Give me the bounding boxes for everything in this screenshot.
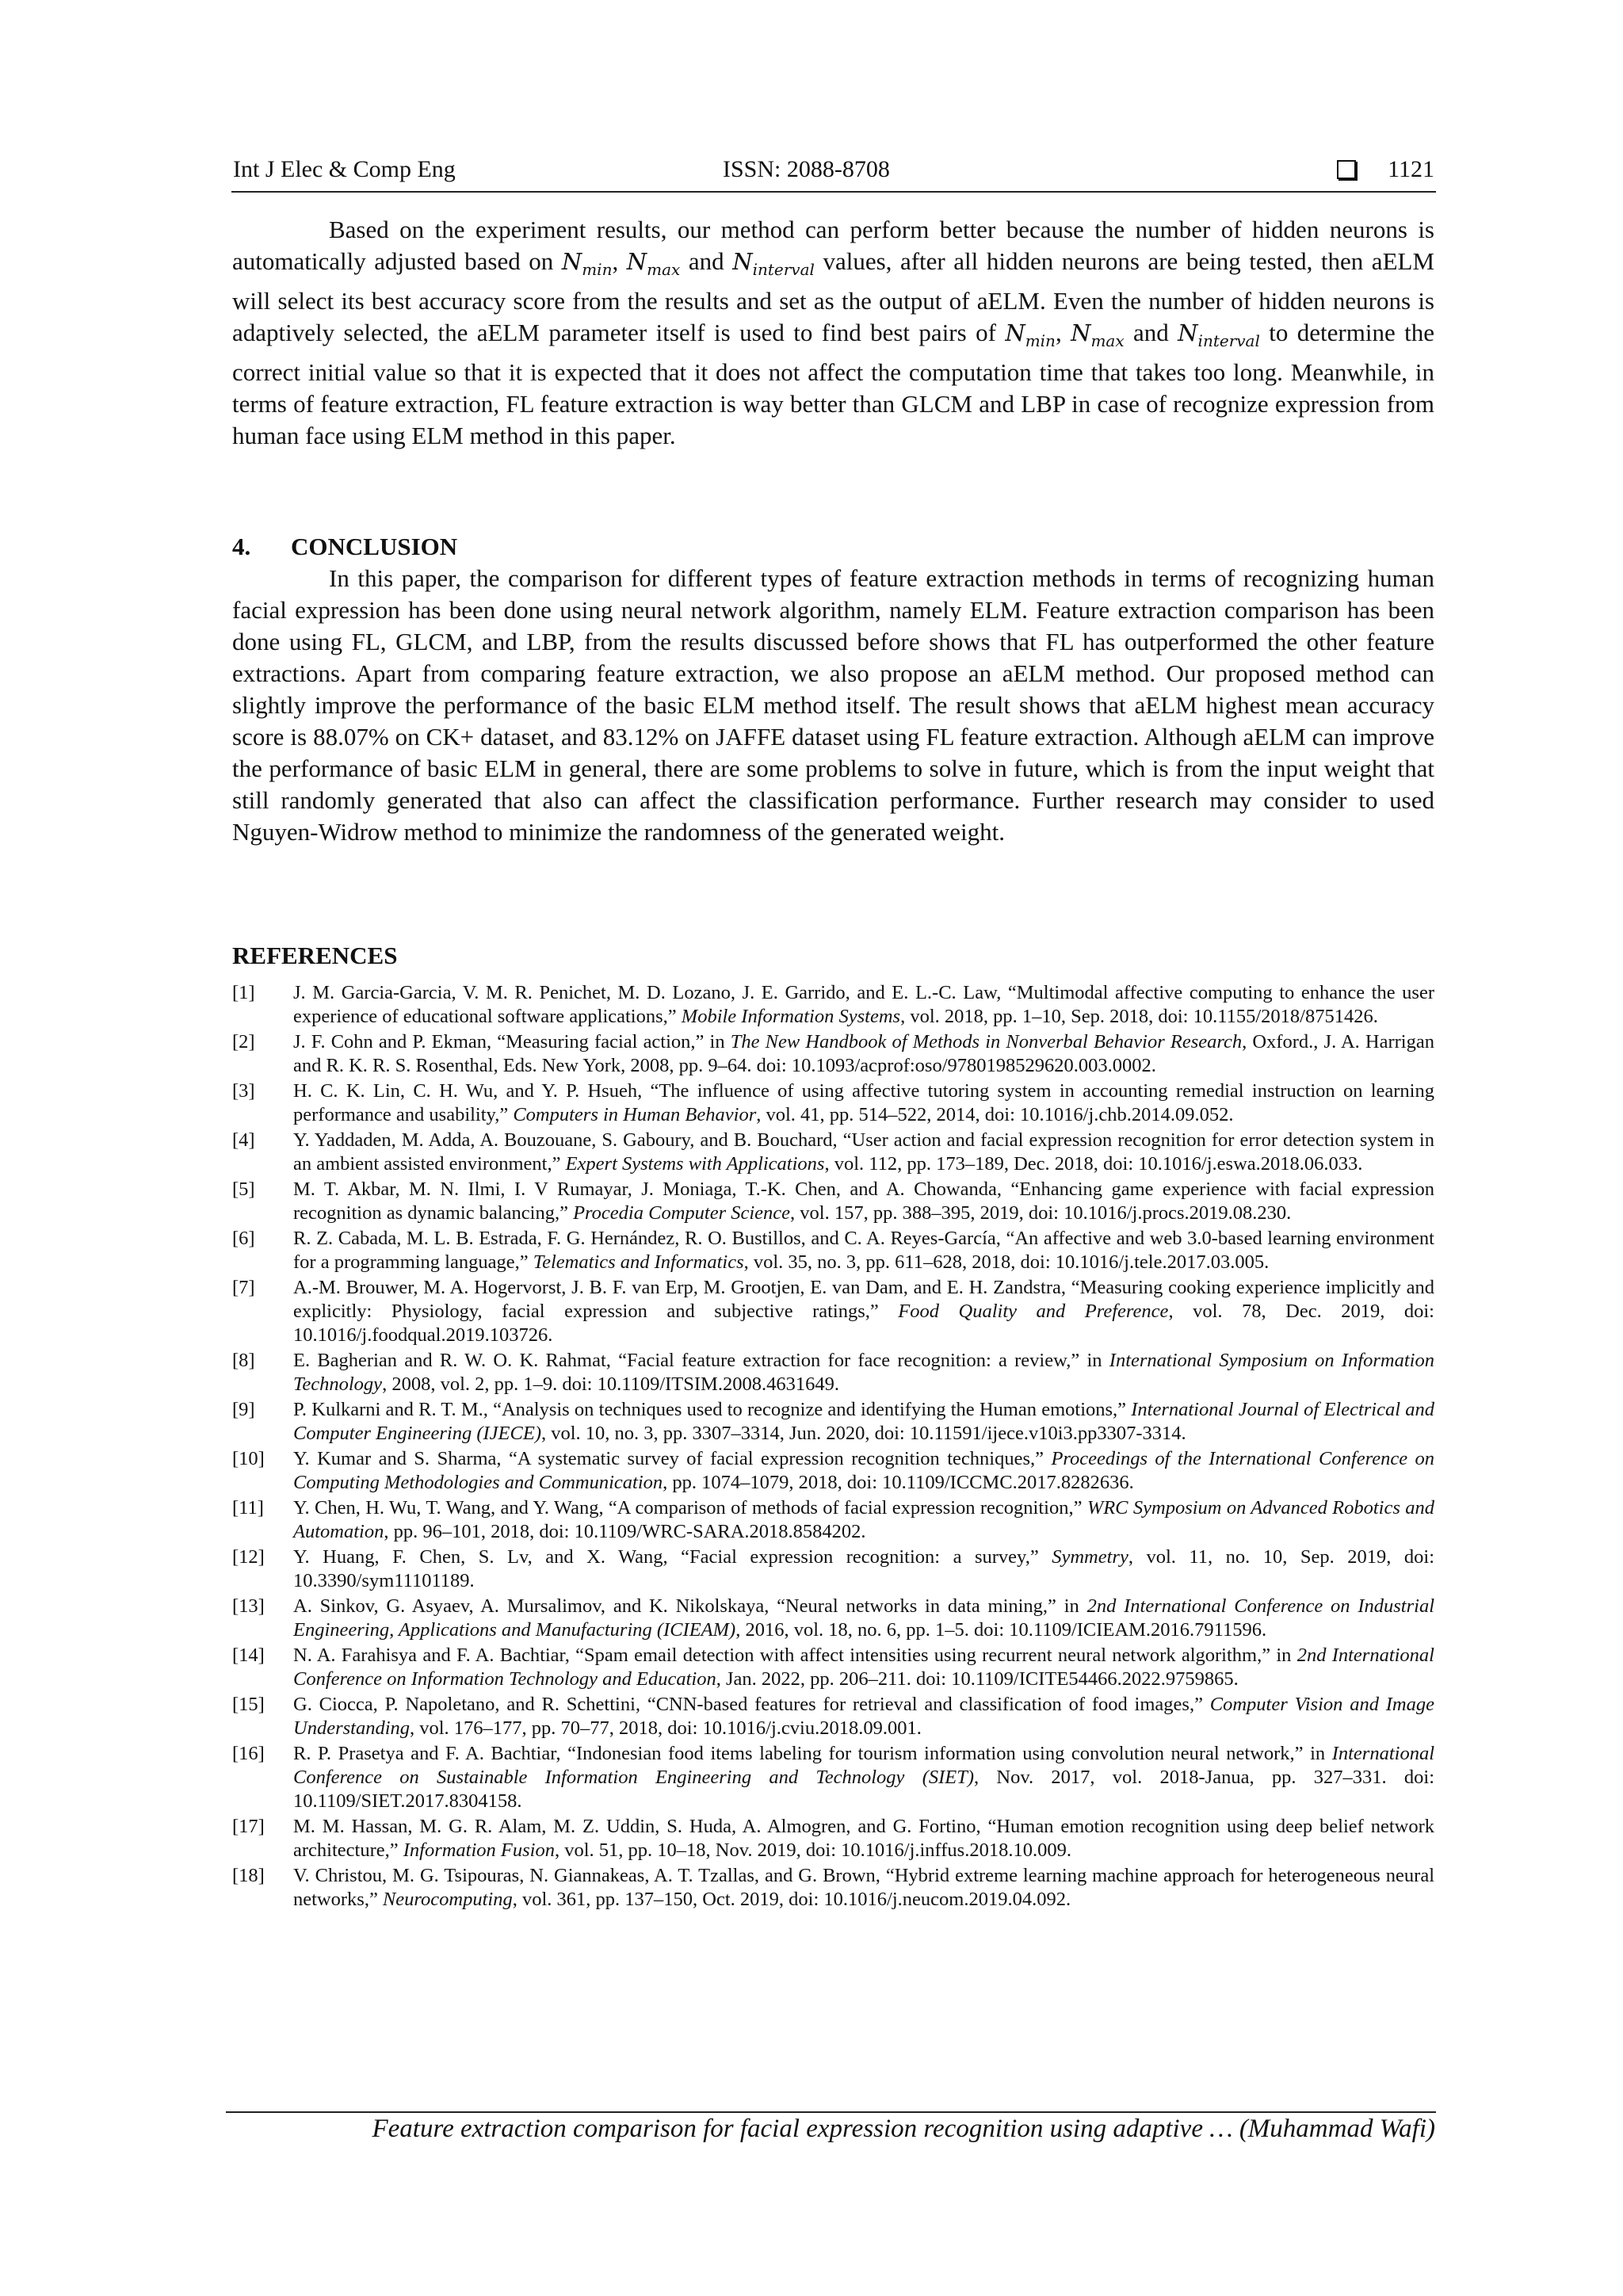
references-list	[232, 981, 1434, 1913]
reference-text: Y. Huang, F. Chen, S. Lv, and X. Wang, “Facial expression recognition: a survey,” Symmetry, vol. 11, no. 10, Sep. 2019, doi: 10.3390/sym11101189.	[293, 1546, 1434, 1591]
reference-venue: Expert Systems with Applications	[565, 1153, 825, 1175]
reference-text: N. A. Farahisya and F. A. Bachtiar, “Spam email detection with affect intensities using recurrent neural network algorithm,” in 2nd International Conference on Information Technology and Education, Jan. 2022, pp. 206–211. doi: 10.1109/ICITE54466.2022.9759865.	[293, 1645, 1434, 1690]
reference-venue: Telematics and Informatics	[533, 1251, 744, 1273]
reference-item	[232, 1227, 1434, 1274]
references-heading: REFERENCES	[232, 942, 398, 969]
reference-text: V. Christou, M. G. Tsipouras, N. Giannakeas, A. T. Tzallas, and G. Brown, “Hybrid extreme learning machine approach for heterogeneous neural networks,” Neurocomputing, vol. 361, pp. 137–150, Oct. 2019, doi: 10.1016/j.neucom.2019.04.092.	[293, 1865, 1434, 1910]
reference-text: E. Bagherian and R. W. O. K. Rahmat, “Facial feature extraction for face recognition: a review,” in International Symposium on Information Technology, 2008, vol. 2, pp. 1–9. doi: 10.1109/ITSIM.2008.4631649.	[293, 1350, 1434, 1395]
footer-rule	[226, 2111, 1436, 2113]
reference-text: G. Ciocca, P. Napoletano, and R. Schettini, “CNN-based features for retrieval and classification of food images,” Computer Vision and Image Understanding, vol. 176–177, pp. 70–77, 2018, doi: 10.1016/j.cviu.2018.09.001.	[293, 1694, 1434, 1739]
journal-name: Int J Elec & Comp Eng	[233, 156, 456, 182]
reference-item	[232, 1595, 1434, 1642]
reference-item	[232, 1129, 1434, 1176]
reference-item	[232, 1644, 1434, 1691]
reference-item	[232, 1815, 1434, 1862]
reference-number: [17]	[232, 1816, 265, 1837]
reference-item	[232, 1447, 1434, 1495]
reference-number: [5]	[232, 1179, 255, 1200]
reference-text: A.-M. Brouwer, M. A. Hogervorst, J. B. F. van Erp, M. Grootjen, E. van Dam, and E. H. Zandstra, “Measuring cooking experience implicitly and explicitly: Physiology, facial expression and subjective ratings,” Food Quality and Preference, vol. 78, Dec. 2019, doi: 10.1016/j.foodqual.2019.103726.	[293, 1277, 1434, 1346]
reference-number: [14]	[232, 1645, 265, 1666]
reference-venue: Proceedings of the International Conference on Computing Methodologies and Communication	[293, 1448, 1435, 1493]
reference-item	[232, 1079, 1434, 1127]
page-number: 1121	[1388, 156, 1434, 182]
n-interval-symbol: $N_{interval}$	[1178, 319, 1260, 350]
page-header	[231, 156, 1436, 193]
reference-number: [12]	[232, 1546, 265, 1568]
reference-venue: Procedia Computer Science	[573, 1202, 791, 1224]
reference-number: [16]	[232, 1743, 265, 1764]
reference-venue: Computers in Human Behavior	[513, 1104, 757, 1125]
reference-number: [18]	[232, 1865, 265, 1886]
reference-venue: Neurocomputing	[382, 1889, 513, 1910]
reference-number: [8]	[232, 1350, 255, 1371]
reference-number: [7]	[232, 1277, 255, 1298]
box-icon	[1337, 160, 1356, 179]
reference-text: P. Kulkarni and R. T. M., “Analysis on techniques used to recognize and identifying the Human emotions,” International Journal of Electrical and Computer Engineering (IJECE), vol. 10, no. 3, pp. 3307–3314, Jun. 2020, doi: 10.11591/ijece.v10i3.pp3307-3314.	[293, 1399, 1435, 1444]
reference-item	[232, 1693, 1434, 1740]
reference-number: [10]	[232, 1448, 265, 1469]
reference-text: A. Sinkov, G. Asyaev, A. Mursalimov, and K. Nikolskaya, “Neural networks in data mining,” in 2nd International Conference on Industrial Engineering, Applications and Manufacturing (ICIEAM), 2016, vol. 18, no. 6, pp. 1–5. doi: 10.1109/ICIEAM.2016.7911596.	[293, 1595, 1434, 1641]
n-max-symbol: $N_{max}$	[1071, 319, 1125, 350]
conclusion-paragraph	[232, 563, 1434, 848]
reference-item	[232, 981, 1434, 1029]
reference-number: [2]	[232, 1031, 255, 1052]
n-min-symbol: $N_{min}$	[561, 248, 613, 279]
reference-venue: Food Quality and Preference	[898, 1301, 1169, 1322]
reference-text: M. T. Akbar, M. N. Ilmi, I. V Rumayar, J. Moniaga, T.-K. Chen, and A. Chowanda, “Enhancing game experience with facial expression recognition as dynamic balancing,” Procedia Computer Science, vol. 157, pp. 388–395, 2019, doi: 10.1016/j.procs.2019.08.230.	[293, 1179, 1434, 1224]
reference-text: H. C. K. Lin, C. H. Wu, and Y. P. Hsueh, “The influence of using affective tutoring system in accounting remedial instruction on learning performance and usability,” Computers in Human Behavior, vol. 41, pp. 514–522, 2014, doi: 10.1016/j.chb.2014.09.052.	[293, 1080, 1434, 1125]
reference-item	[232, 1276, 1434, 1347]
reference-venue: Symmetry	[1052, 1546, 1128, 1568]
n-interval-symbol: $N_{interval}$	[732, 248, 815, 279]
section-title: CONCLUSION	[291, 533, 458, 560]
reference-venue: International Conference on Sustainable Information Engineering and Technology (SIET)	[293, 1743, 1434, 1788]
discussion-paragraph	[232, 214, 1434, 452]
reference-number: [4]	[232, 1129, 255, 1151]
footer-running-title: Feature extraction comparison for facial expression recognition using adaptive … (Muhammad Wafi)	[372, 2115, 1435, 2143]
reference-venue: Computer Vision and Image Understanding	[293, 1694, 1434, 1739]
issn: ISSN: 2088-8708	[723, 156, 890, 182]
reference-text: Y. Chen, H. Wu, T. Wang, and Y. Wang, “A comparison of methods of facial expression recognition,” WRC Symposium on Advanced Robotics and Automation, pp. 96–101, 2018, doi: 10.1109/WRC-SARA.2018.8584202.	[293, 1497, 1435, 1542]
reference-venue: The New Handbook of Methods in Nonverbal Behavior Research	[730, 1031, 1243, 1052]
reference-text: Y. Kumar and S. Sharma, “A systematic survey of facial expression recognition techniques,” Proceedings of the International Conference on Computing Methodologies and Communication, pp. 1074–1079, 2018, doi: 10.1109/ICCMC.2017.8282636.	[293, 1448, 1435, 1493]
reference-number: [3]	[232, 1080, 255, 1102]
reference-item	[232, 1178, 1434, 1225]
reference-venue: 2nd International Conference on Information Technology and Education	[293, 1645, 1434, 1690]
reference-text: R. Z. Cabada, M. L. B. Estrada, F. G. Hernández, R. O. Bustillos, and C. A. Reyes-García, “An affective and web 3.0-based learning environment for a programming language,” Telematics and Informatics, vol. 35, no. 3, pp. 611–628, 2018, doi: 10.1016/j.tele.2017.03.005.	[293, 1228, 1434, 1273]
n-min-symbol: $N_{min}$	[1005, 319, 1056, 350]
reference-number: [15]	[232, 1694, 265, 1715]
page-number-group	[1337, 156, 1434, 183]
reference-number: [9]	[232, 1399, 255, 1420]
n-max-symbol: $N_{max}$	[626, 248, 681, 279]
reference-number: [11]	[232, 1497, 264, 1519]
reference-text: R. P. Prasetya and F. A. Bachtiar, “Indonesian food items labeling for tourism information using convolution neural network,” in International Conference on Sustainable Information Engineering and Technology (SIET), Nov. 2017, vol. 2018-Janua, pp. 327–331. doi: 10.1109/SIET.2017.8304158.	[293, 1743, 1434, 1812]
reference-item	[232, 1030, 1434, 1078]
section-number: 4.	[232, 533, 251, 560]
reference-venue: WRC Symposium on Advanced Robotics and Automation	[293, 1497, 1435, 1542]
reference-venue: 2nd International Conference on Industrial Engineering, Applications and Manufacturing (ICIEAM)	[293, 1595, 1434, 1641]
conclusion-text: In this paper, the comparison for different types of feature extraction methods in terms of recognizing human facial expression has been done using neural network algorithm, namely ELM. Feature extraction comparison has been done using FL, GLCM, and LBP, from the results discussed before shows that FL has outperformed the other feature extractions. Apart from comparing feature extraction, we also propose an aELM method. Our proposed method can slightly improve the performance of the basic ELM method itself. The result shows that aELM highest mean accuracy score is 88.07% on CK+ dataset, and 83.12% on JAFFE dataset using FL feature extraction. Although aELM can improve the performance of basic ELM in general, there are some problems to solve in future, which is from the input weight that still randomly generated that also can affect the classification performance. Further research may consider to used Nguyen-Widrow method to minimize the randomness of the generated weight.	[232, 564, 1434, 846]
reference-number: [1]	[232, 982, 255, 1003]
reference-number: [6]	[232, 1228, 255, 1249]
section-heading-conclusion	[232, 533, 457, 561]
reference-number: [13]	[232, 1595, 265, 1617]
reference-venue: Mobile Information Systems	[681, 1006, 901, 1027]
reference-item	[232, 1496, 1434, 1544]
reference-venue: International Symposium on Information Technology	[293, 1350, 1434, 1395]
reference-item	[232, 1398, 1434, 1446]
reference-venue: Information Fusion	[403, 1839, 555, 1861]
reference-text: J. F. Cohn and P. Ekman, “Measuring facial action,” in The New Handbook of Methods in Nonverbal Behavior Research, Oxford., J. A. Harrigan and R. K. R. S. Rosenthal, Eds. New York, 2008, pp. 9–64. doi: 10.1093/acprof:oso/9780198529620.003.0002.	[293, 1031, 1434, 1076]
reference-item	[232, 1742, 1434, 1813]
reference-text: M. M. Hassan, M. G. R. Alam, M. Z. Uddin, S. Huda, A. Almogren, and G. Fortino, “Human emotion recognition using deep belief network architecture,” Information Fusion, vol. 51, pp. 10–18, Nov. 2019, doi: 10.1016/j.inffus.2018.10.009.	[293, 1816, 1434, 1861]
reference-item	[232, 1349, 1434, 1396]
reference-venue: International Journal of Electrical and Computer Engineering (IJECE)	[293, 1399, 1435, 1444]
discussion-text: Based on the experiment results, our method can perform better because the number of hidden neurons is automatically adjusted based on $N_{min}$, $N_{max}$ and $N_{interval}$ values, after all hidden neurons are being tested, then aELM will select its best accuracy score from the results and set as the output of aELM. Even the number of hidden neurons is adaptively selected, the aELM parameter itself is used to find best pairs of $N_{min}$, $N_{max}$ and $N_{interval}$ to determine the correct initial value so that it is expected that it does not affect the computation time that takes too long. Meanwhile, in terms of feature extraction, FL feature extraction is way better than GLCM and LBP in case of recognize expression from human face using ELM method in this paper.	[232, 216, 1435, 449]
reference-item	[232, 1864, 1434, 1912]
reference-text: J. M. Garcia-Garcia, V. M. R. Penichet, M. D. Lozano, J. E. Garrido, and E. L.-C. Law, “Multimodal affective computing to enhance the user experience of educational software applications,” Mobile Information Systems, vol. 2018, pp. 1–10, Sep. 2018, doi: 10.1155/2018/8751426.	[293, 982, 1434, 1027]
reference-item	[232, 1545, 1434, 1593]
reference-text: Y. Yaddaden, M. Adda, A. Bouzouane, S. Gaboury, and B. Bouchard, “User action and facial expression recognition for error detection system in an ambient assisted environment,” Expert Systems with Applications, vol. 112, pp. 173–189, Dec. 2018, doi: 10.1016/j.eswa.2018.06.033.	[293, 1129, 1434, 1175]
